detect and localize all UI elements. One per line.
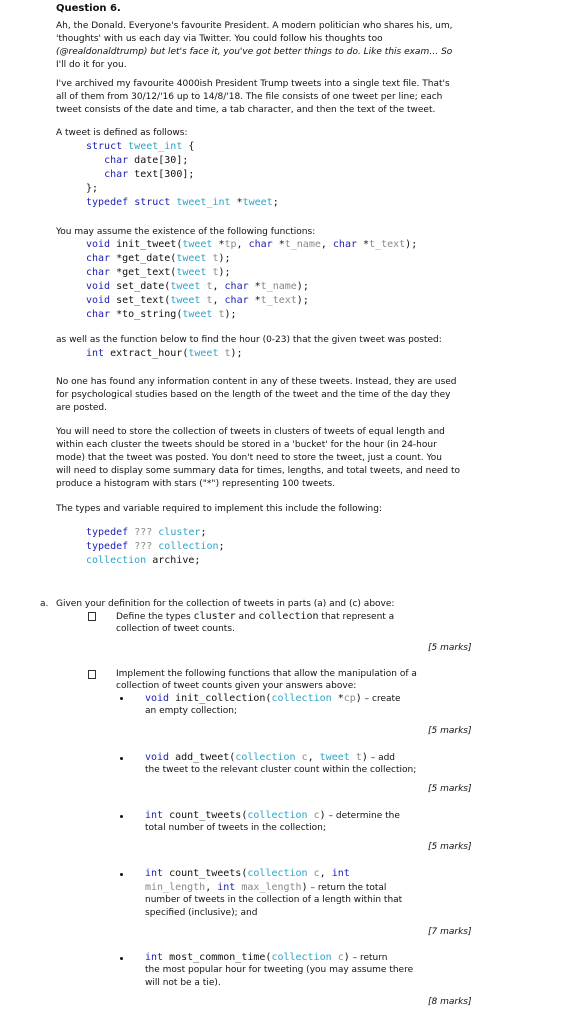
- part-a-letter: a.: [40, 599, 49, 609]
- marks-label: [5 marks]: [428, 643, 472, 653]
- marks-label: [5 marks]: [428, 784, 472, 794]
- store-line: mode) that the tweet was posted. You don't need to store the tweet, just a count. You: [56, 453, 443, 463]
- function-item-3: int count_tweets(collection c) – determine the: [145, 810, 400, 821]
- function-desc: specified (inclusive); and: [145, 908, 258, 918]
- define-text-pre: Define the types: [116, 612, 194, 622]
- function-item-4-cont: min_length, int max_length) – return the total: [145, 882, 387, 893]
- extract-label: as well as the function below to find the hour (0-23) that the given tweet was posted:: [56, 335, 442, 345]
- store-line: produce a histogram with stars ("*") representing 100 tweets.: [56, 479, 336, 489]
- checkbox-icon: [88, 670, 96, 679]
- intro-line: (@realdonaldtrump) but let's face it, you've got better things to do. Like this exam… So: [56, 47, 453, 57]
- define-text-post: that represent a: [318, 612, 395, 622]
- intro-line: 'thoughts' with us each day via Twitter. You could follow his thoughts too: [56, 34, 383, 44]
- impl-line-1: Implement the following functions that allow the manipulation of a: [116, 669, 417, 679]
- content-line: No one has found any information content in any of these tweets. Instead, they are used: [56, 377, 457, 387]
- bullet-icon: [120, 815, 123, 818]
- struct-code-block: struct tweet_int { char date[30]; char text[300]; }; typedef struct tweet_int *tweet;: [86, 141, 279, 208]
- define-line-1: [116, 611, 394, 623]
- impl-line-2: collection of tweet counts given your answers above:: [116, 681, 357, 691]
- intro-line: Ah, the Donald. Everyone's favourite President. A modern politician who shares his, um,: [56, 21, 453, 31]
- define-text-and: and: [235, 612, 259, 622]
- marks-label: [7 marks]: [428, 927, 472, 937]
- bullet-icon: [120, 697, 123, 700]
- function-desc: will not be a tie).: [145, 978, 221, 988]
- types-code-block: typedef ??? cluster; typedef ??? collection; collection archive;: [86, 527, 225, 566]
- function-item-1: void init_collection(collection *cp) – create: [145, 693, 401, 704]
- marks-label: [5 marks]: [428, 726, 472, 736]
- bullet-icon: [120, 873, 123, 876]
- content-line: are posted.: [56, 403, 107, 413]
- function-desc: total number of tweets in the collection;: [145, 823, 326, 833]
- intro-line: I'll do it for you.: [56, 60, 127, 70]
- tweet-def-label: A tweet is defined as follows:: [56, 128, 188, 138]
- archive-line: tweet consists of the date and time, a tab character, and then the text of the tweet.: [56, 105, 436, 115]
- store-line: will need to display some summary data for times, lengths, and total tweets, and need to: [56, 466, 461, 476]
- marks-label: [8 marks]: [428, 997, 472, 1007]
- extract-hour-code: int extract_hour(tweet t);: [86, 348, 243, 359]
- function-desc-tail: – create: [361, 694, 401, 704]
- function-item-5: int most_common_time(collection c) – return: [145, 952, 388, 963]
- store-line: You will need to store the collection of tweets in clusters of tweets of equal length and: [56, 427, 445, 437]
- function-desc: an empty collection;: [145, 706, 238, 716]
- function-desc: the tweet to the relevant cluster count within the collection;: [145, 765, 417, 775]
- function-desc-tail: – add: [367, 753, 396, 763]
- archive-line: all of them from 30/12/'16 up to 14/8/'18. The file consists of one tweet per line; each: [56, 92, 443, 102]
- part-a-intro: Given your definition for the collection of tweets in parts (a) and (c) above:: [56, 599, 395, 609]
- bullet-icon: [120, 957, 123, 960]
- archive-line: I've archived my favourite 4000ish President Trump tweets into a single text file. That's: [56, 79, 450, 89]
- functions-code-block: void init_tweet(tweet *tp, char *t_name, char *t_text); char *get_date(tweet t); char *get_text(tweet t); void set_date(tweet t, char *t_name); void set_text(tweet t, char *t_text); char *to_string(tweet t);: [86, 239, 418, 320]
- question-title: Question 6.: [56, 3, 121, 14]
- function-item-4: int count_tweets(collection c, int: [145, 868, 350, 879]
- bullet-icon: [120, 757, 123, 760]
- function-desc: the most popular hour for tweeting (you may assume there: [145, 965, 414, 975]
- checkbox-icon: [88, 612, 96, 621]
- types-label: The types and variable required to implement this include the following:: [56, 504, 382, 514]
- define-collection-type: collection: [258, 611, 319, 622]
- function-desc-tail: – determine the: [325, 811, 400, 821]
- function-item-2: void add_tweet(collection c, tweet t) – add: [145, 752, 396, 763]
- define-line-2: collection of tweet counts.: [116, 624, 235, 634]
- define-cluster-type: cluster: [193, 611, 236, 622]
- function-desc: number of tweets in the collection of a length within that: [145, 895, 403, 905]
- function-desc-tail: – return the total: [307, 883, 387, 893]
- function-desc-tail: – return: [349, 953, 388, 963]
- content-line: for psychological studies based on the length of the tweet and the time of the day they: [56, 390, 451, 400]
- funcs-label: You may assume the existence of the following functions:: [56, 227, 316, 237]
- store-line: within each cluster the tweets should be stored in a 'bucket' for the hour (in 24-hour: [56, 440, 437, 450]
- marks-label: [5 marks]: [428, 842, 472, 852]
